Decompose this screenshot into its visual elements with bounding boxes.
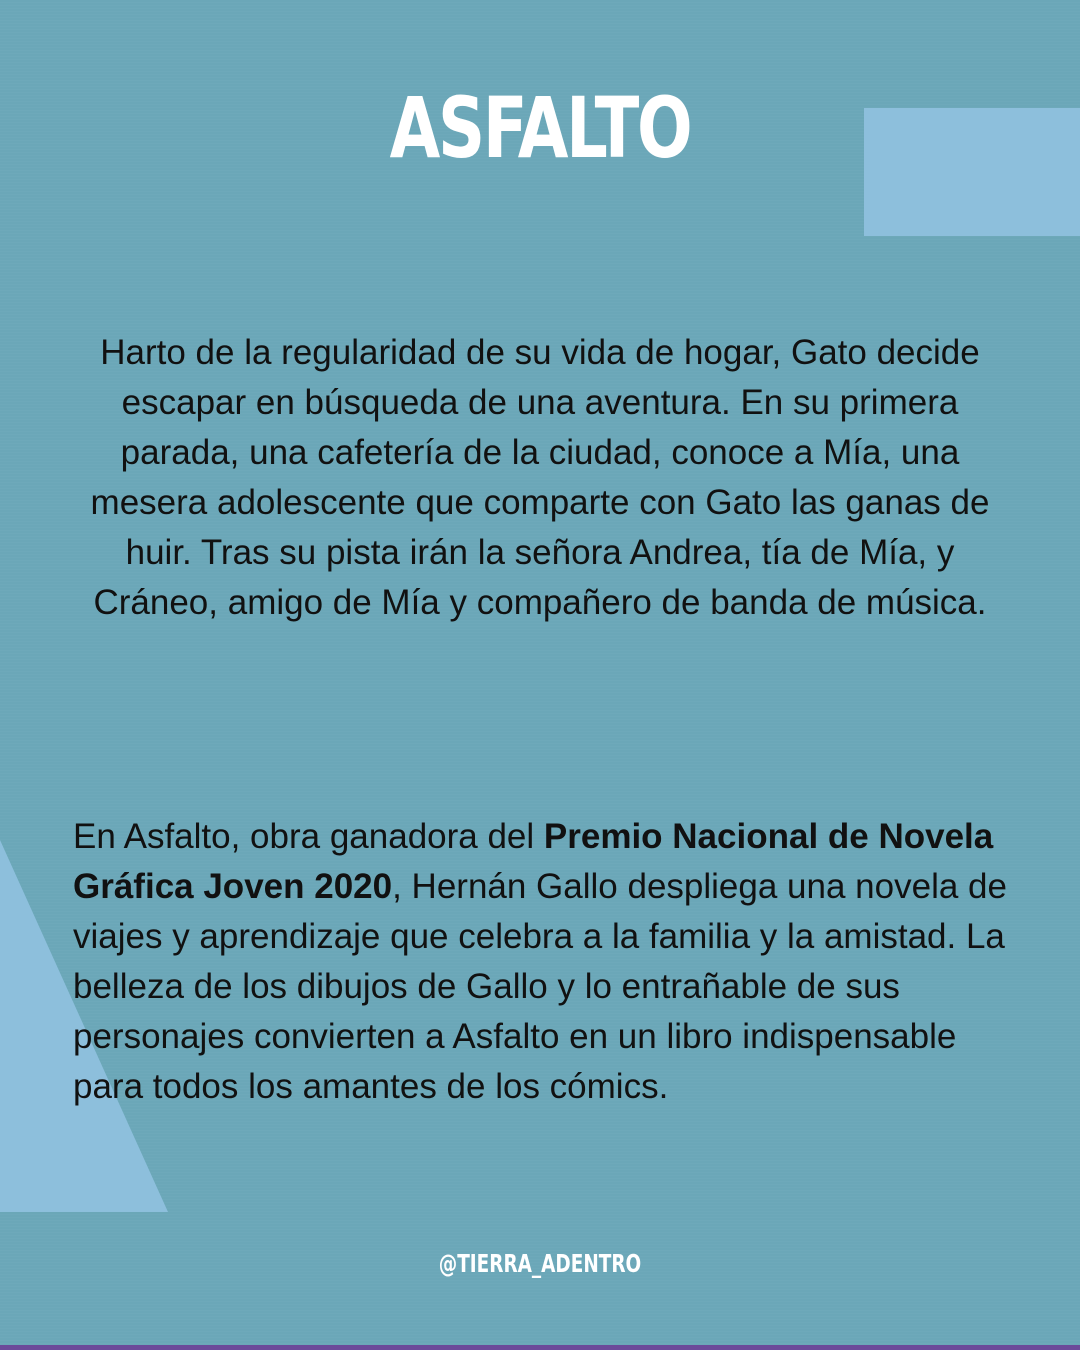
bottom-accent-bar <box>0 1345 1080 1350</box>
synopsis-paragraph: Harto de la regularidad de su vida de hogar, Gato decide escapar en búsqueda de una aventura. En su primera parada, una cafetería de la ciudad, conoce a Mía, una mesera adolescente que comparte con Gato las ganas de huir. Tras su pista irán la señora Andrea, tía de Mía, y Cráneo, amigo de Mía y compañero de banda de música. <box>90 333 990 622</box>
decorative-triangle <box>0 0 170 1350</box>
review-intro: En Asfalto, obra ganadora del <box>73 817 544 856</box>
social-handle: @TIERRA_ADENTRO <box>438 1249 642 1278</box>
book-title: ASFALTO <box>389 79 691 177</box>
review-paragraph <box>73 812 1013 1112</box>
review-rest: , Hernán Gallo despliega una novela de viajes y aprendizaje que celebra a la familia y la amistad. La belleza de los dibujos de Gallo y lo entrañable de sus personajes convierten a Asfalto en un libro indispensable para todos los amantes de los cómics. <box>73 867 1007 1106</box>
award-name: Premio Nacional de Novela Gráfica Joven 2020 <box>73 817 994 906</box>
